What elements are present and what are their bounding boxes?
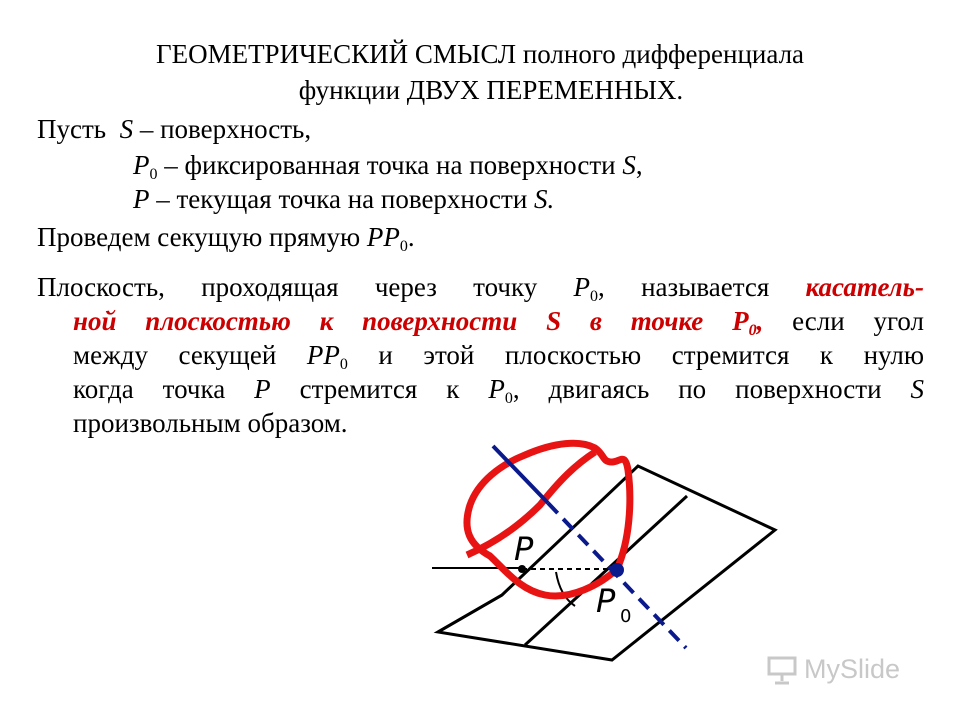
def-current-point: P – текущая точка на поверхности S. <box>133 184 555 214</box>
para-row-4: когда точка P стремится к $P_0$, двигаясь по поверхности S <box>73 374 924 407</box>
def-fixed-point: $P_0$ – фиксированная точка на поверхности S, <box>133 150 643 183</box>
watermark <box>766 654 900 685</box>
label-p0: P <box>596 582 616 620</box>
tangent-plane <box>438 466 775 660</box>
label-p0-subscript: 0 <box>620 606 632 627</box>
title-line-1: ГЕОМЕТРИЧЕСКИЙ СМЫСЛ полного дифференциала <box>155 39 805 69</box>
para-row-5: произвольным образом. <box>73 408 348 438</box>
title-line-2: функции ДВУХ ПЕРЕМЕННЫХ. <box>298 75 684 105</box>
point-p0 <box>610 563 624 577</box>
para-row-1: Плоскость, проходящая через точку $P_0$, называется касатель- <box>37 272 924 305</box>
para-row-3: между секущей $PP_0$ и этой плоскостью стремится к нулю <box>73 340 925 373</box>
def-secant: Проведем секущую прямую $PP_0$. <box>37 222 415 255</box>
watermark-text: MySlide <box>804 654 901 684</box>
presentation-board-icon <box>766 655 798 685</box>
para-row-2: ной плоскостью к поверхности S в точке $P_0$, если угол <box>73 306 924 339</box>
label-p: P <box>514 530 534 568</box>
def-surface: Пусть S – поверхность, <box>37 114 312 144</box>
